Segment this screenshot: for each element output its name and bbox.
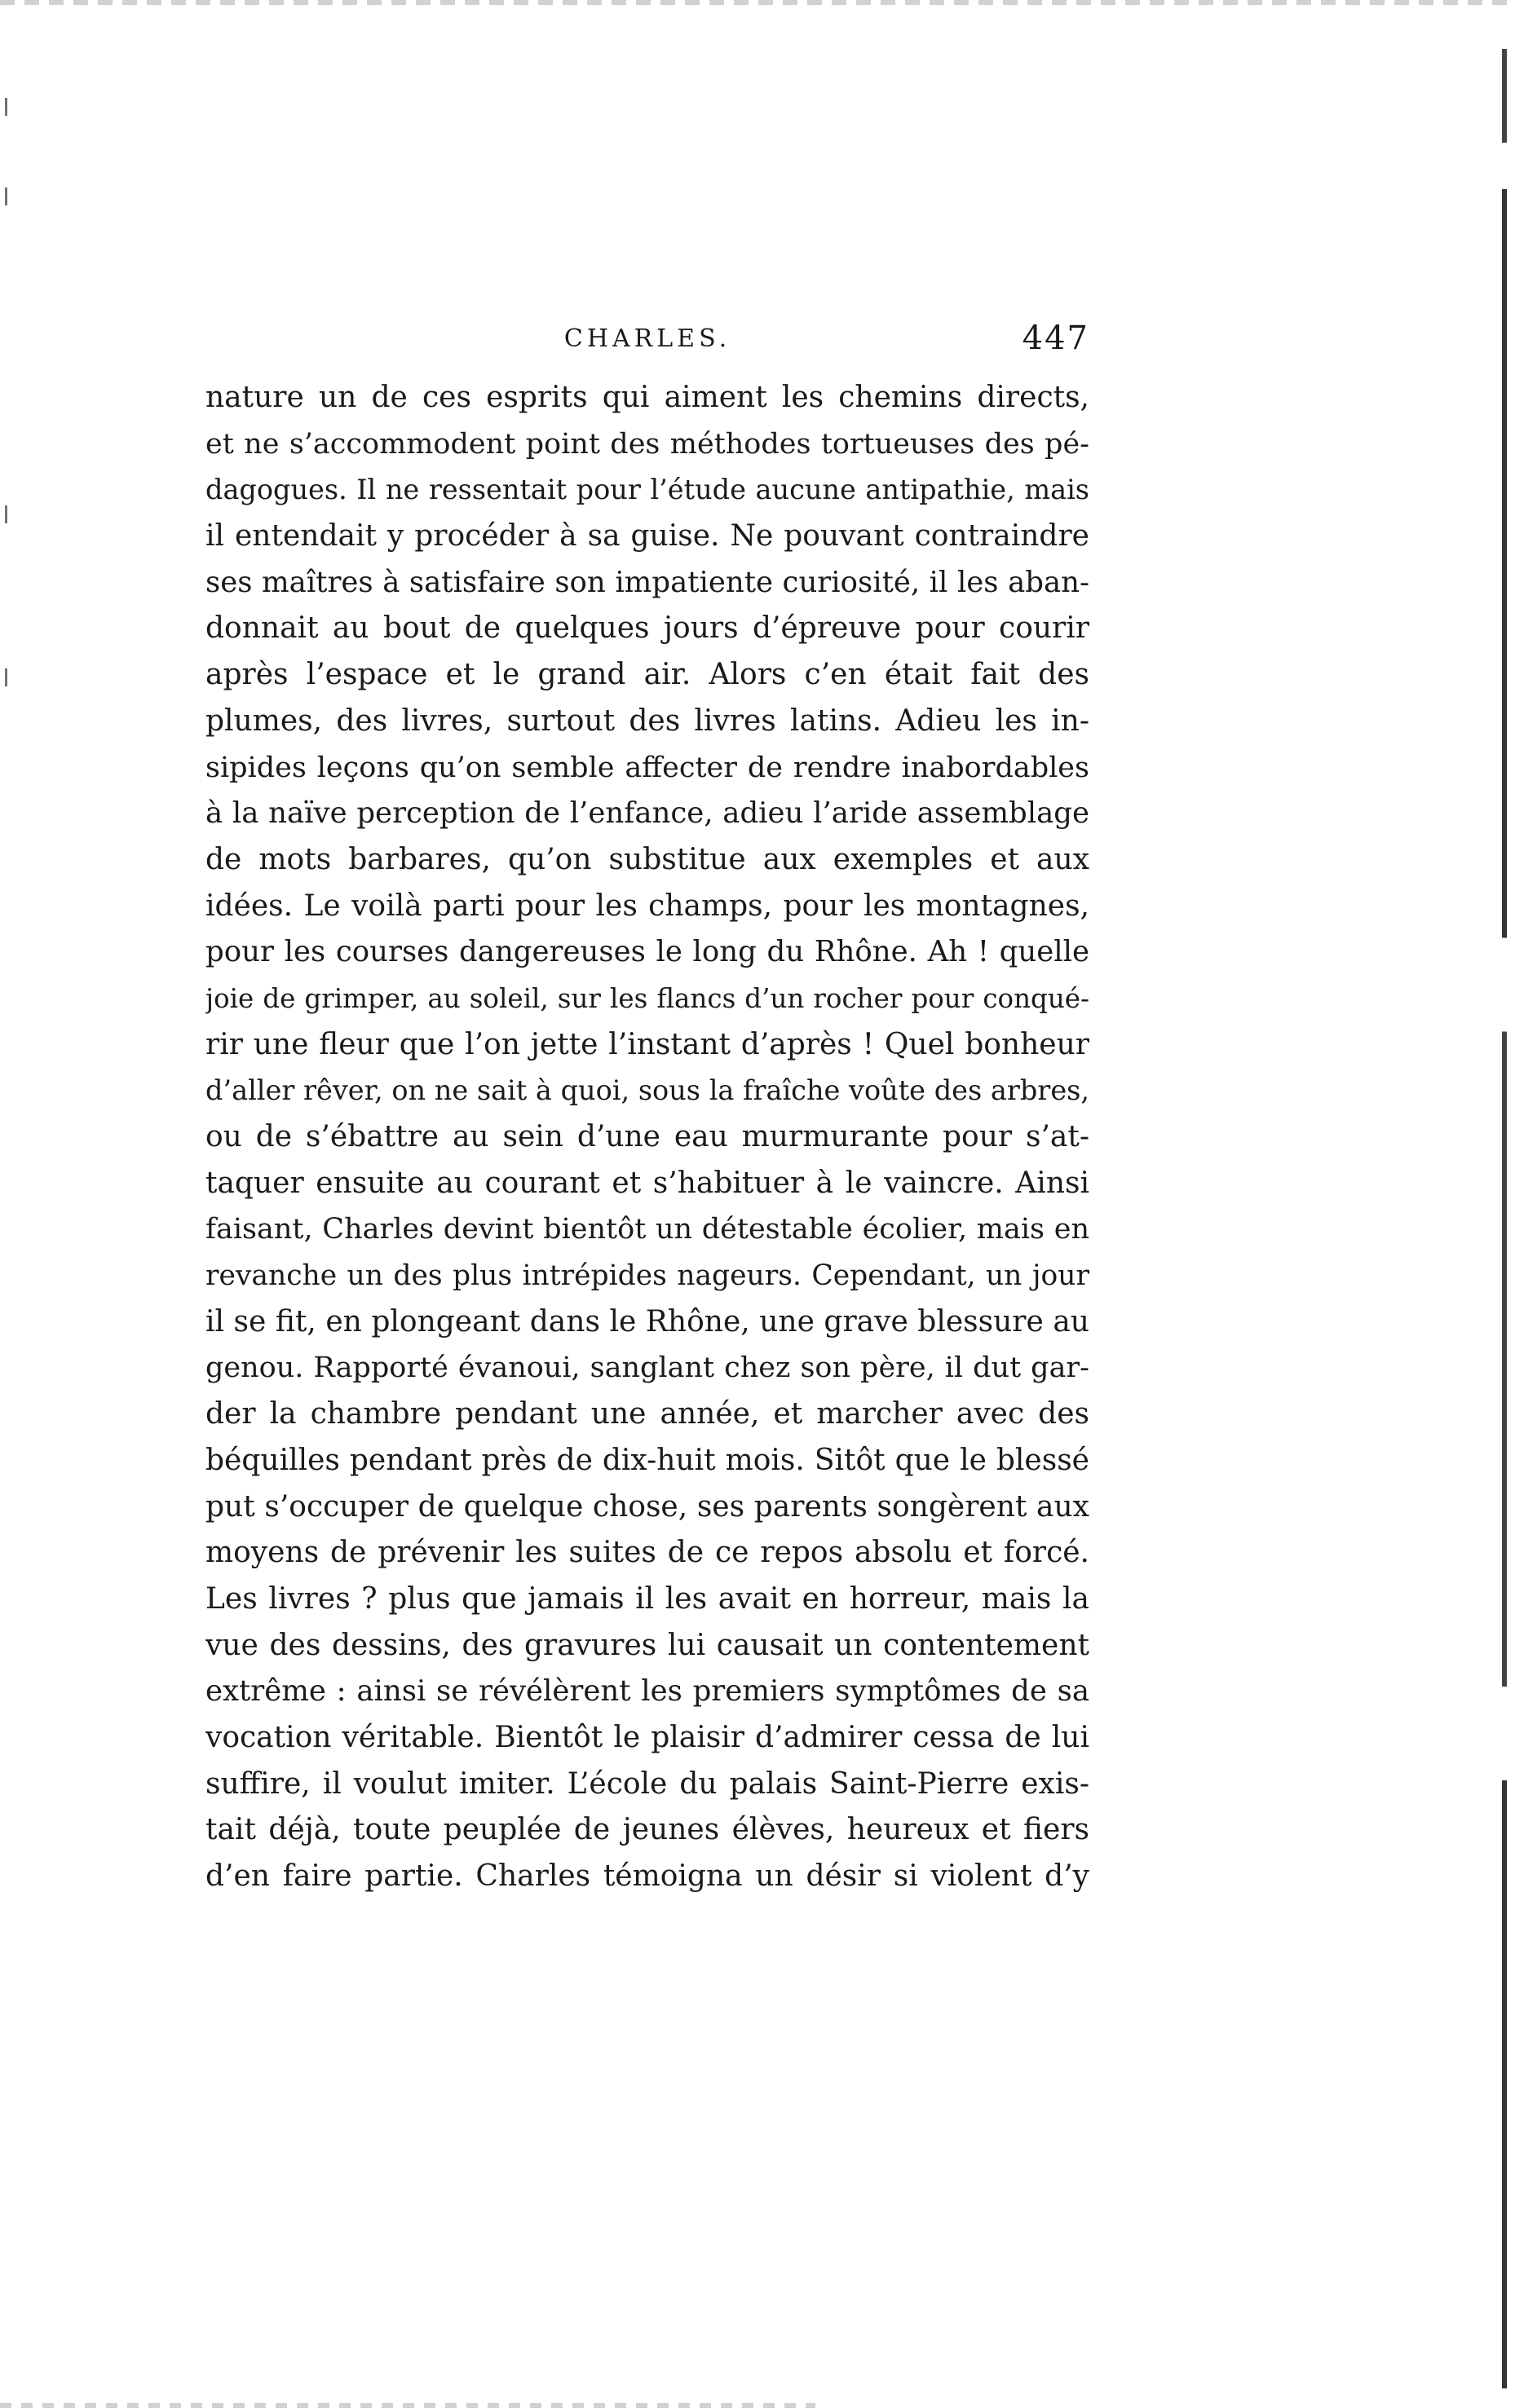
text-line: ses maîtres à satisfaire son impatiente curiosité, il les aban- — [205, 565, 1089, 599]
text-line: revanche un des plus intrépides nageurs. Cependant, un jour — [205, 1259, 1089, 1293]
text-line: put s’occuper de quelque chose, ses parents songèrent aux — [205, 1489, 1089, 1524]
text-line: joie de grimper, au soleil, sur les flancs d’un rocher pour conqué- — [205, 982, 1089, 1014]
text-line: faisant, Charles devint bientôt un détestable écolier, mais en — [205, 1213, 1089, 1246]
text-line: et ne s’accommodent point des méthodes tortueuses des pé- — [205, 427, 1089, 461]
text-line: il se fit, en plongeant dans le Rhône, une grave blessure au — [205, 1304, 1089, 1339]
text-line: rir une fleur que l’on jette l’instant d’après ! Quel bonheur — [205, 1027, 1089, 1061]
scan-mark — [5, 98, 7, 116]
text-line: nature un de ces esprits qui aiment les chemins directs, — [205, 381, 1089, 414]
text-line: vue des dessins, des gravures lui causait un contentement — [205, 1628, 1089, 1662]
scan-edge-bottom — [0, 2403, 815, 2408]
running-head — [205, 320, 1089, 368]
text-line: taquer ensuite au courant et s’habituer à le vaincre. Ainsi — [205, 1166, 1089, 1200]
running-title: CHARLES. — [563, 324, 731, 353]
text-line: dagogues. Il ne ressentait pour l’étude aucune antipathie, mais — [205, 474, 1089, 506]
text-line: tait déjà, toute peuplée de jeunes élèves, heureux et fiers — [205, 1813, 1089, 1847]
text-line: Les livres ? plus que jamais il les avait en horreur, mais la — [205, 1581, 1089, 1616]
body-text — [205, 375, 1089, 1900]
scan-mark — [5, 187, 7, 205]
text-line: der la chambre pendant une année, et marcher avec des — [205, 1397, 1089, 1431]
text-line: béquilles pendant près de dix-huit mois. Sitôt que le blessé — [205, 1443, 1089, 1477]
text-line: suffire, il voulut imiter. L’école du palais Saint-Pierre exis- — [205, 1766, 1089, 1801]
scan-edge-right — [1502, 49, 1507, 2388]
text-line: sipides leçons qu’on semble affecter de rendre inabordables — [205, 751, 1089, 784]
text-line: idées. Le voilà parti pour les champs, pour les montagnes, — [205, 889, 1089, 923]
text-line: pour les courses dangereuses le long du Rhône. Ah ! quelle — [205, 935, 1089, 969]
text-line: donnait au bout de quelques jours d’épreuve pour courir — [205, 611, 1089, 646]
page-number: 447 — [1022, 320, 1089, 357]
text-line: d’en faire partie. Charles témoigna un désir si violent d’y — [205, 1859, 1089, 1893]
text-line: après l’espace et le grand air. Alors c’en était fait des — [205, 658, 1089, 692]
text-line: il entendait y procéder à sa guise. Ne pouvant contraindre — [205, 519, 1089, 553]
scan-edge-top — [0, 0, 1515, 5]
text-line: plumes, des livres, surtout des livres latins. Adieu les in- — [205, 703, 1089, 738]
text-line: genou. Rapporté évanoui, sanglant chez son père, il dut gar- — [205, 1352, 1089, 1385]
text-line: à la naïve perception de l’enfance, adieu l’aride assemblage — [205, 796, 1089, 831]
text-line: vocation véritable. Bientôt le plaisir d’admirer cessa de lui — [205, 1720, 1089, 1754]
text-line: ou de s’ébattre au sein d’une eau murmurante pour s’at- — [205, 1120, 1089, 1153]
text-line: moyens de prévenir les suites de ce repos absolu et forcé. — [205, 1536, 1089, 1570]
text-line: de mots barbares, qu’on substitue aux exemples et aux — [205, 842, 1089, 876]
text-line: extrême : ainsi se révélèrent les premiers symptômes de sa — [205, 1674, 1089, 1709]
scan-mark — [5, 505, 7, 523]
scan-mark — [5, 668, 7, 686]
text-line: d’aller rêver, on ne sait à quoi, sous la fraîche voûte des arbres, — [205, 1074, 1089, 1107]
